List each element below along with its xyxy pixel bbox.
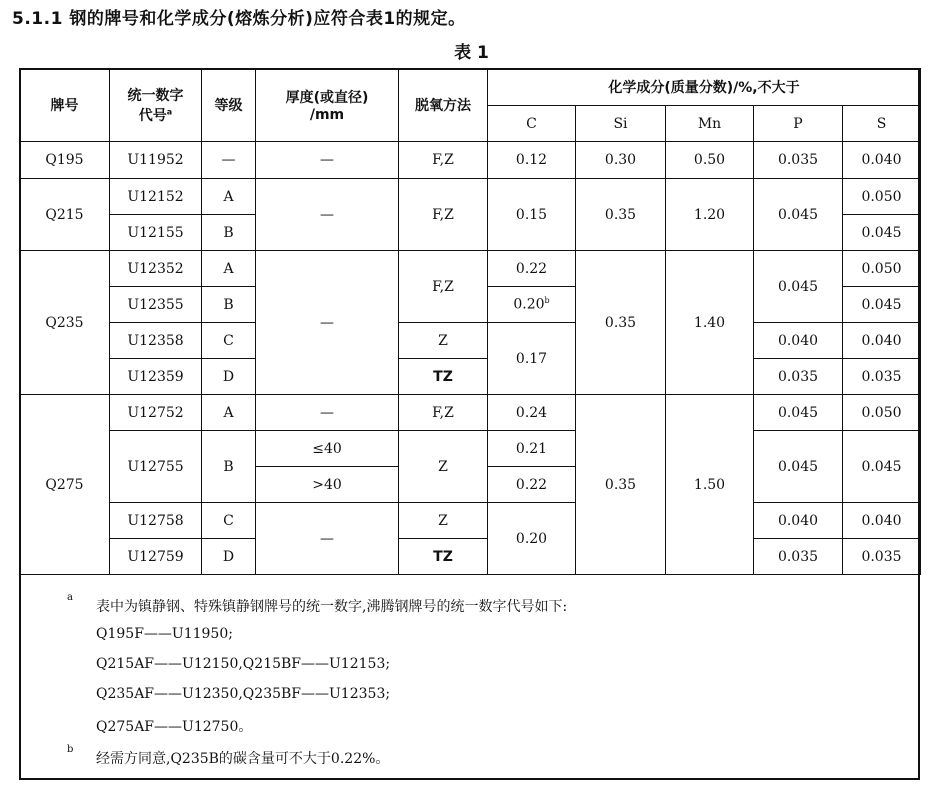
cell-deox: TZ — [399, 359, 488, 395]
cell-p: 0.045 — [754, 395, 843, 431]
footnote-b-mark: b — [67, 744, 74, 755]
cell-quality: — — [202, 142, 256, 179]
header-p: P — [754, 106, 843, 142]
cell-mn: 0.50 — [666, 142, 754, 179]
table-row — [20, 251, 921, 287]
cell-code: U12359 — [110, 359, 202, 395]
header-si: Si — [576, 106, 666, 142]
footnote-a-text: 表中为镇静钢、特殊镇静钢牌号的统一数字,沸腾钢牌号的统一数字代号如下: — [96, 599, 568, 615]
cell-thickness: — — [256, 142, 399, 179]
cell-s: 0.035 — [843, 539, 921, 575]
cell-deox: TZ — [399, 539, 488, 575]
cell-quality: B — [202, 215, 256, 251]
table-row — [20, 539, 921, 575]
cell-s: 0.040 — [843, 142, 921, 179]
cell-quality: D — [202, 359, 256, 395]
cell-code: U12155 — [110, 215, 202, 251]
header-composition: 化学成分(质量分数)/%,不大于 — [488, 69, 921, 106]
cell-p: 0.040 — [754, 323, 843, 359]
cell-quality: C — [202, 503, 256, 539]
cell-p: 0.045 — [754, 179, 843, 251]
cell-s: 0.045 — [843, 215, 921, 251]
cell-c: 0.22 — [488, 251, 576, 287]
cell-quality: A — [202, 251, 256, 287]
cell-s: 0.045 — [843, 287, 921, 323]
footnote-a-mark: a — [67, 592, 73, 603]
header-grade: 牌号 — [20, 69, 110, 142]
table-row — [20, 431, 921, 467]
header-mn: Mn — [666, 106, 754, 142]
cell-deox: F,Z — [399, 179, 488, 251]
header-code-mark: a — [166, 107, 173, 117]
composition-table — [19, 68, 921, 575]
cell-c: 0.20 — [488, 503, 576, 575]
footnote-a-line4: Q275AF——U12750。 — [96, 719, 253, 735]
cell-thickness: — — [256, 395, 399, 431]
cell-c: 0.17 — [488, 323, 576, 395]
cell-deox: Z — [399, 503, 488, 539]
cell-code: U12152 — [110, 179, 202, 215]
header-deox: 脱氧方法 — [399, 69, 488, 142]
header-thickness-line2: /mm — [309, 107, 345, 123]
table-row — [20, 179, 921, 215]
cell-code: U12752 — [110, 395, 202, 431]
cell-p: 0.045 — [754, 431, 843, 503]
cell-deox: F,Z — [399, 251, 488, 323]
cell-thickness: >40 — [256, 467, 399, 503]
cell-mn: 1.20 — [666, 179, 754, 251]
cell-s: 0.045 — [843, 431, 921, 503]
cell-s: 0.050 — [843, 179, 921, 215]
cell-p: 0.035 — [754, 142, 843, 179]
cell-code: U12758 — [110, 503, 202, 539]
header-thickness — [256, 69, 399, 142]
cell-grade: Q195 — [20, 142, 110, 179]
cell-deox: Z — [399, 431, 488, 503]
cell-si: 0.35 — [576, 395, 666, 575]
cell-s: 0.035 — [843, 359, 921, 395]
cell-p: 0.035 — [754, 539, 843, 575]
cell-grade: Q235 — [20, 251, 110, 395]
cell-c-value: 0.20 — [513, 296, 545, 313]
cell-c: 0.12 — [488, 142, 576, 179]
cell-deox: F,Z — [399, 142, 488, 179]
cell-s: 0.040 — [843, 503, 921, 539]
cell-thickness: ≤40 — [256, 431, 399, 467]
header-thickness-line1: 厚度(或直径) — [285, 90, 369, 106]
cell-quality: B — [202, 431, 256, 503]
cell-s: 0.050 — [843, 251, 921, 287]
cell-p: 0.035 — [754, 359, 843, 395]
header-code-line2: 代号 — [138, 108, 167, 124]
cell-mn: 1.50 — [666, 395, 754, 575]
cell-c: 0.15 — [488, 179, 576, 251]
cell-deox: Z — [399, 323, 488, 359]
cell-c — [488, 287, 576, 323]
cell-p: 0.045 — [754, 251, 843, 323]
table-row — [20, 323, 921, 359]
cell-code: U12759 — [110, 539, 202, 575]
footnote-b-ref: b — [544, 296, 550, 306]
cell-quality: B — [202, 287, 256, 323]
table-row — [20, 395, 921, 431]
cell-thickness: — — [256, 503, 399, 575]
cell-si: 0.30 — [576, 142, 666, 179]
cell-code: U12755 — [110, 431, 202, 503]
header-row-1 — [20, 69, 921, 106]
cell-si: 0.35 — [576, 179, 666, 251]
header-s: S — [843, 106, 921, 142]
header-code — [110, 69, 202, 142]
footnote-a-line3: Q235AF——U12350,Q235BF——U12353; — [96, 686, 391, 702]
cell-code: U12352 — [110, 251, 202, 287]
footnote-b-text: 经需方同意,Q235B的碳含量可不大于0.22%。 — [96, 751, 390, 767]
cell-grade: Q215 — [20, 179, 110, 251]
table-row — [20, 503, 921, 539]
header-code-line1: 统一数字 — [127, 88, 184, 104]
cell-code: U12358 — [110, 323, 202, 359]
cell-c: 0.22 — [488, 467, 576, 503]
cell-quality: A — [202, 179, 256, 215]
cell-quality: A — [202, 395, 256, 431]
cell-thickness: — — [256, 251, 399, 395]
cell-c: 0.24 — [488, 395, 576, 431]
cell-mn: 1.40 — [666, 251, 754, 395]
cell-deox: F,Z — [399, 395, 488, 431]
cell-thickness: — — [256, 179, 399, 251]
cell-quality: C — [202, 323, 256, 359]
footnote-a-line1: Q195F——U11950; — [96, 626, 233, 642]
cell-code: U11952 — [110, 142, 202, 179]
footnote-a-line2: Q215AF——U12150,Q215BF——U12153; — [96, 656, 391, 672]
cell-c: 0.21 — [488, 431, 576, 467]
cell-grade: Q275 — [20, 395, 110, 575]
table-row — [20, 142, 921, 179]
cell-s: 0.040 — [843, 323, 921, 359]
cell-p: 0.040 — [754, 503, 843, 539]
table-notes — [19, 574, 920, 780]
cell-quality: D — [202, 539, 256, 575]
cell-si: 0.35 — [576, 251, 666, 395]
header-quality: 等级 — [202, 69, 256, 142]
table-row — [20, 359, 921, 395]
header-c: C — [488, 106, 576, 142]
cell-code: U12355 — [110, 287, 202, 323]
clause-heading: 5.1.1 钢的牌号和化学成分(熔炼分析)应符合表1的规定。 — [12, 9, 466, 29]
cell-s: 0.050 — [843, 395, 921, 431]
table-caption: 表 1 — [454, 43, 489, 63]
